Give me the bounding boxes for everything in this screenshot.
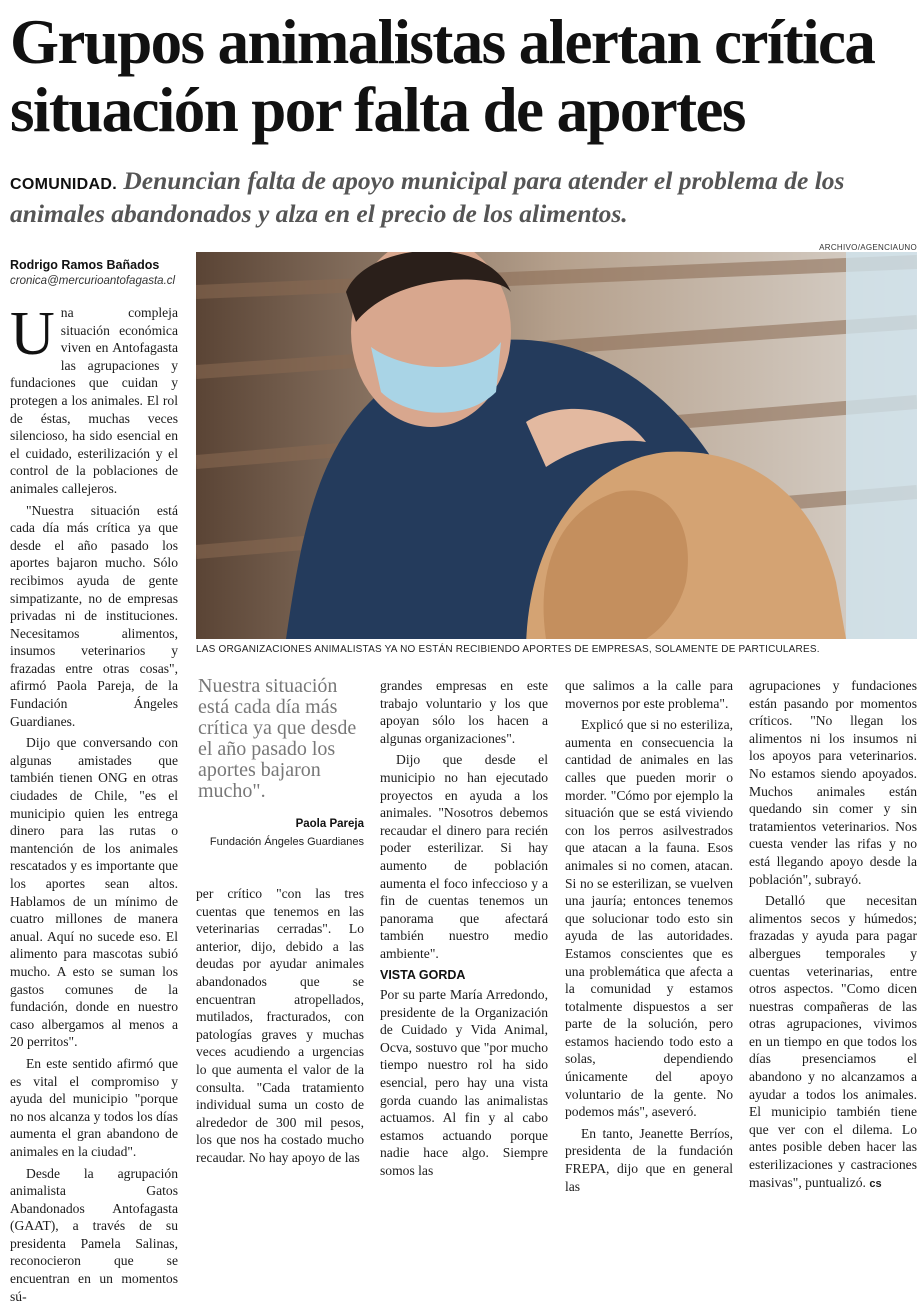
column-3 bbox=[380, 677, 548, 1184]
paragraph: Por su parte María Arredondo, presidente de la Organización de Cuidado y Vida Animal, Ocva, sostuvo que "por mucho tiempo nuestro rol ha sido esencial, pero hay una vista gorda cuando las animalistas actuamos. Al fin y al cabo estamos actuando porque nadie hace algo. Siempre somos las bbox=[380, 987, 548, 1179]
paragraph: Dijo que desde el municipio no han ejecutado proyectos en ayuda a los animales. "Nosotros debemos recaudar el dinero para recién poder esterilizar. Si hay aumento de población aumenta el foco infeccioso y a fin de cuentas tenemos un panorama que afectará también nuestro medio ambiente". bbox=[380, 752, 548, 961]
quote-organization: Fundación Ángeles Guardianes bbox=[209, 836, 364, 848]
paragraph: que salimos a la calle para movernos por este problema". bbox=[565, 678, 733, 711]
section-tag: COMUNIDAD. bbox=[10, 176, 117, 193]
paragraph: Dijo que conversando con algunas amistades que también tienen ONG en otras ciudades de Chile, "es el municipio quien les entrega dinero para las rutas o mantención de los animales rescatados y es importante que los aportes sean altos. Hablamos de un mínimo de cuatro millones de manera anual. Aquí no sucede eso. El alimento para mascotas subió mucho. A esto se suman los gastos comunes de la fundación, donde en nuestro caso albergamos al menos a 20 perritos". bbox=[10, 735, 178, 1050]
paragraph bbox=[10, 300, 178, 498]
byline bbox=[10, 258, 190, 287]
photo-credit: ARCHIVO/AGENCIAUNO bbox=[819, 243, 917, 252]
article-photo bbox=[196, 252, 917, 639]
paragraph: agrupaciones y fundaciones están pasando por momentos críticos. "No llegan los alimentos ni los insumos ni los apoyos para veterinarios. No estamos siendo apoyados. Muchos animales están quedando sin comer y sin tratamientos veterinarios. Nos cuesta vender las rifas y no está llegando apoyo desde la población", subrayó. bbox=[749, 678, 917, 887]
column-1 bbox=[10, 300, 178, 1309]
pull-quote bbox=[196, 676, 364, 848]
subhead: VISTA GORDA bbox=[380, 967, 466, 982]
end-mark: cs bbox=[869, 1177, 882, 1190]
paragraph: Explicó que si no esteriliza, aumenta en consecuencia la cantidad de animales en las calles que pueden morir o morder. "Cómo por ejemplo la situación que se está viviendo con los perros asilvestrados que atacan a la fauna. Esos animales si no comen, atacan. Si no se esterilizan, se vuelven una jauría; entonces tenemos que solucionar todo esto sin ayuda de las autoridades. Estamos conscientes que es una problemática que afecta a la comunidad y estamos totalmente dispuestos a ser parte de la solución, pero estamos haciendo todo esto a solas, dependiendo únicamente del apoyo voluntario de la gente. No podemos más", aseveró. bbox=[565, 717, 733, 1120]
paragraph: En este sentido afirmó que es vital el compromiso y ayuda del municipio "porque no nos alcanza y todos los días aumenta el gran abandono de animales en la ciudad". bbox=[10, 1055, 178, 1159]
paragraph bbox=[749, 892, 917, 1193]
drop-cap: U bbox=[10, 300, 55, 368]
paragraph: per crítico "con las tres cuentas que tenemos en las veterinarias cerradas". Lo anterior, dijo, debido a las deudas por ayudar animales abandonados que se encuentran atropellados, mutilados, fracturados, con patologías graves y muchas veces acudiendo a urgencias lo que aumenta el valor de la consulta. "Cada tratamiento individual suma un costo de alrededor de 300 mil pesos, los que nos ha costado mucho recaudar. No hay apoyo de las bbox=[196, 886, 364, 1165]
paragraph-text: na compleja situación económica viven en Antofagasta las agrupaciones y fundaciones que cuidan y protegen a los animales. El rol de éstas, muchas veces silencioso, ha sido esencial en el cuidado, esterilización y el control de la poblaciones de animales callejeros. bbox=[10, 305, 178, 496]
deck bbox=[10, 166, 915, 228]
column-5 bbox=[749, 677, 917, 1197]
column-4 bbox=[565, 677, 733, 1199]
paragraph: grandes empresas en este trabajo voluntario y los que apoyan sólo los hacen a algunas organizaciones". bbox=[380, 678, 548, 746]
quote-text: Nuestra situación está cada día más crítica ya que desde el año pasado los aportes bajaron mucho". bbox=[198, 675, 357, 802]
author-email[interactable]: cronica@mercurioantofagasta.cl bbox=[10, 275, 176, 287]
paragraph: En tanto, Jeanette Berríos, presidenta de la fundación FREPA, dijo que en general las bbox=[565, 1125, 733, 1194]
paragraph: Desde la agrupación animalista Gatos Abandonados Antofagasta (GAAT), a través de su presidenta Pamela Salinas, reconocieron que se encuentran en un momentos sú- bbox=[10, 1165, 178, 1304]
headline: Grupos animalistas alertan crítica situación por falta de aportes bbox=[10, 7, 875, 145]
deck-text: Denuncian falta de apoyo municipal para atender el problema de los animales abandonados y alza en el precio de los alimentos. bbox=[10, 166, 845, 228]
paragraph-text: Detalló que necesitan alimentos secos y húmedos; frazadas y ayuda para pagar albergues temporales y cuentas veterinarias, entre otros aspectos. "Como dicen nuestras compañeras de las otras agrupaciones, vivimos en un tiempo en que todos los días presenciamos el abandono y no alcanzamos a ayudar a todos los animales. El municipio también tiene que ver con el dilema. Lo antes posible deben hacer las esterilizaciones y castraciones masivas", puntualizó. bbox=[749, 893, 917, 1190]
column-2 bbox=[196, 885, 364, 1171]
paragraph: "Nuestra situación está cada día más crítica ya que desde el año pasado los aportes bajaron mucho. Sólo recibimos ayuda de gente simpatizante, no de empresas privadas ni de instituciones. Necesitamos alimentos, insumos veterinarios y frazadas entre otras cosas", afirmó Paola Pareja, de la Fundación Ángeles Guardianes. bbox=[10, 502, 178, 729]
author-name: Rodrigo Ramos Bañados bbox=[10, 258, 160, 272]
photo-caption: LAS ORGANIZACIONES ANIMALISTAS YA NO ESTÁN RECIBIENDO APORTES DE EMPRESAS, SOLAMENTE DE PARTICULARES. bbox=[196, 644, 820, 655]
photo-illustration bbox=[196, 252, 917, 639]
quote-author: Paola Pareja bbox=[295, 818, 364, 830]
